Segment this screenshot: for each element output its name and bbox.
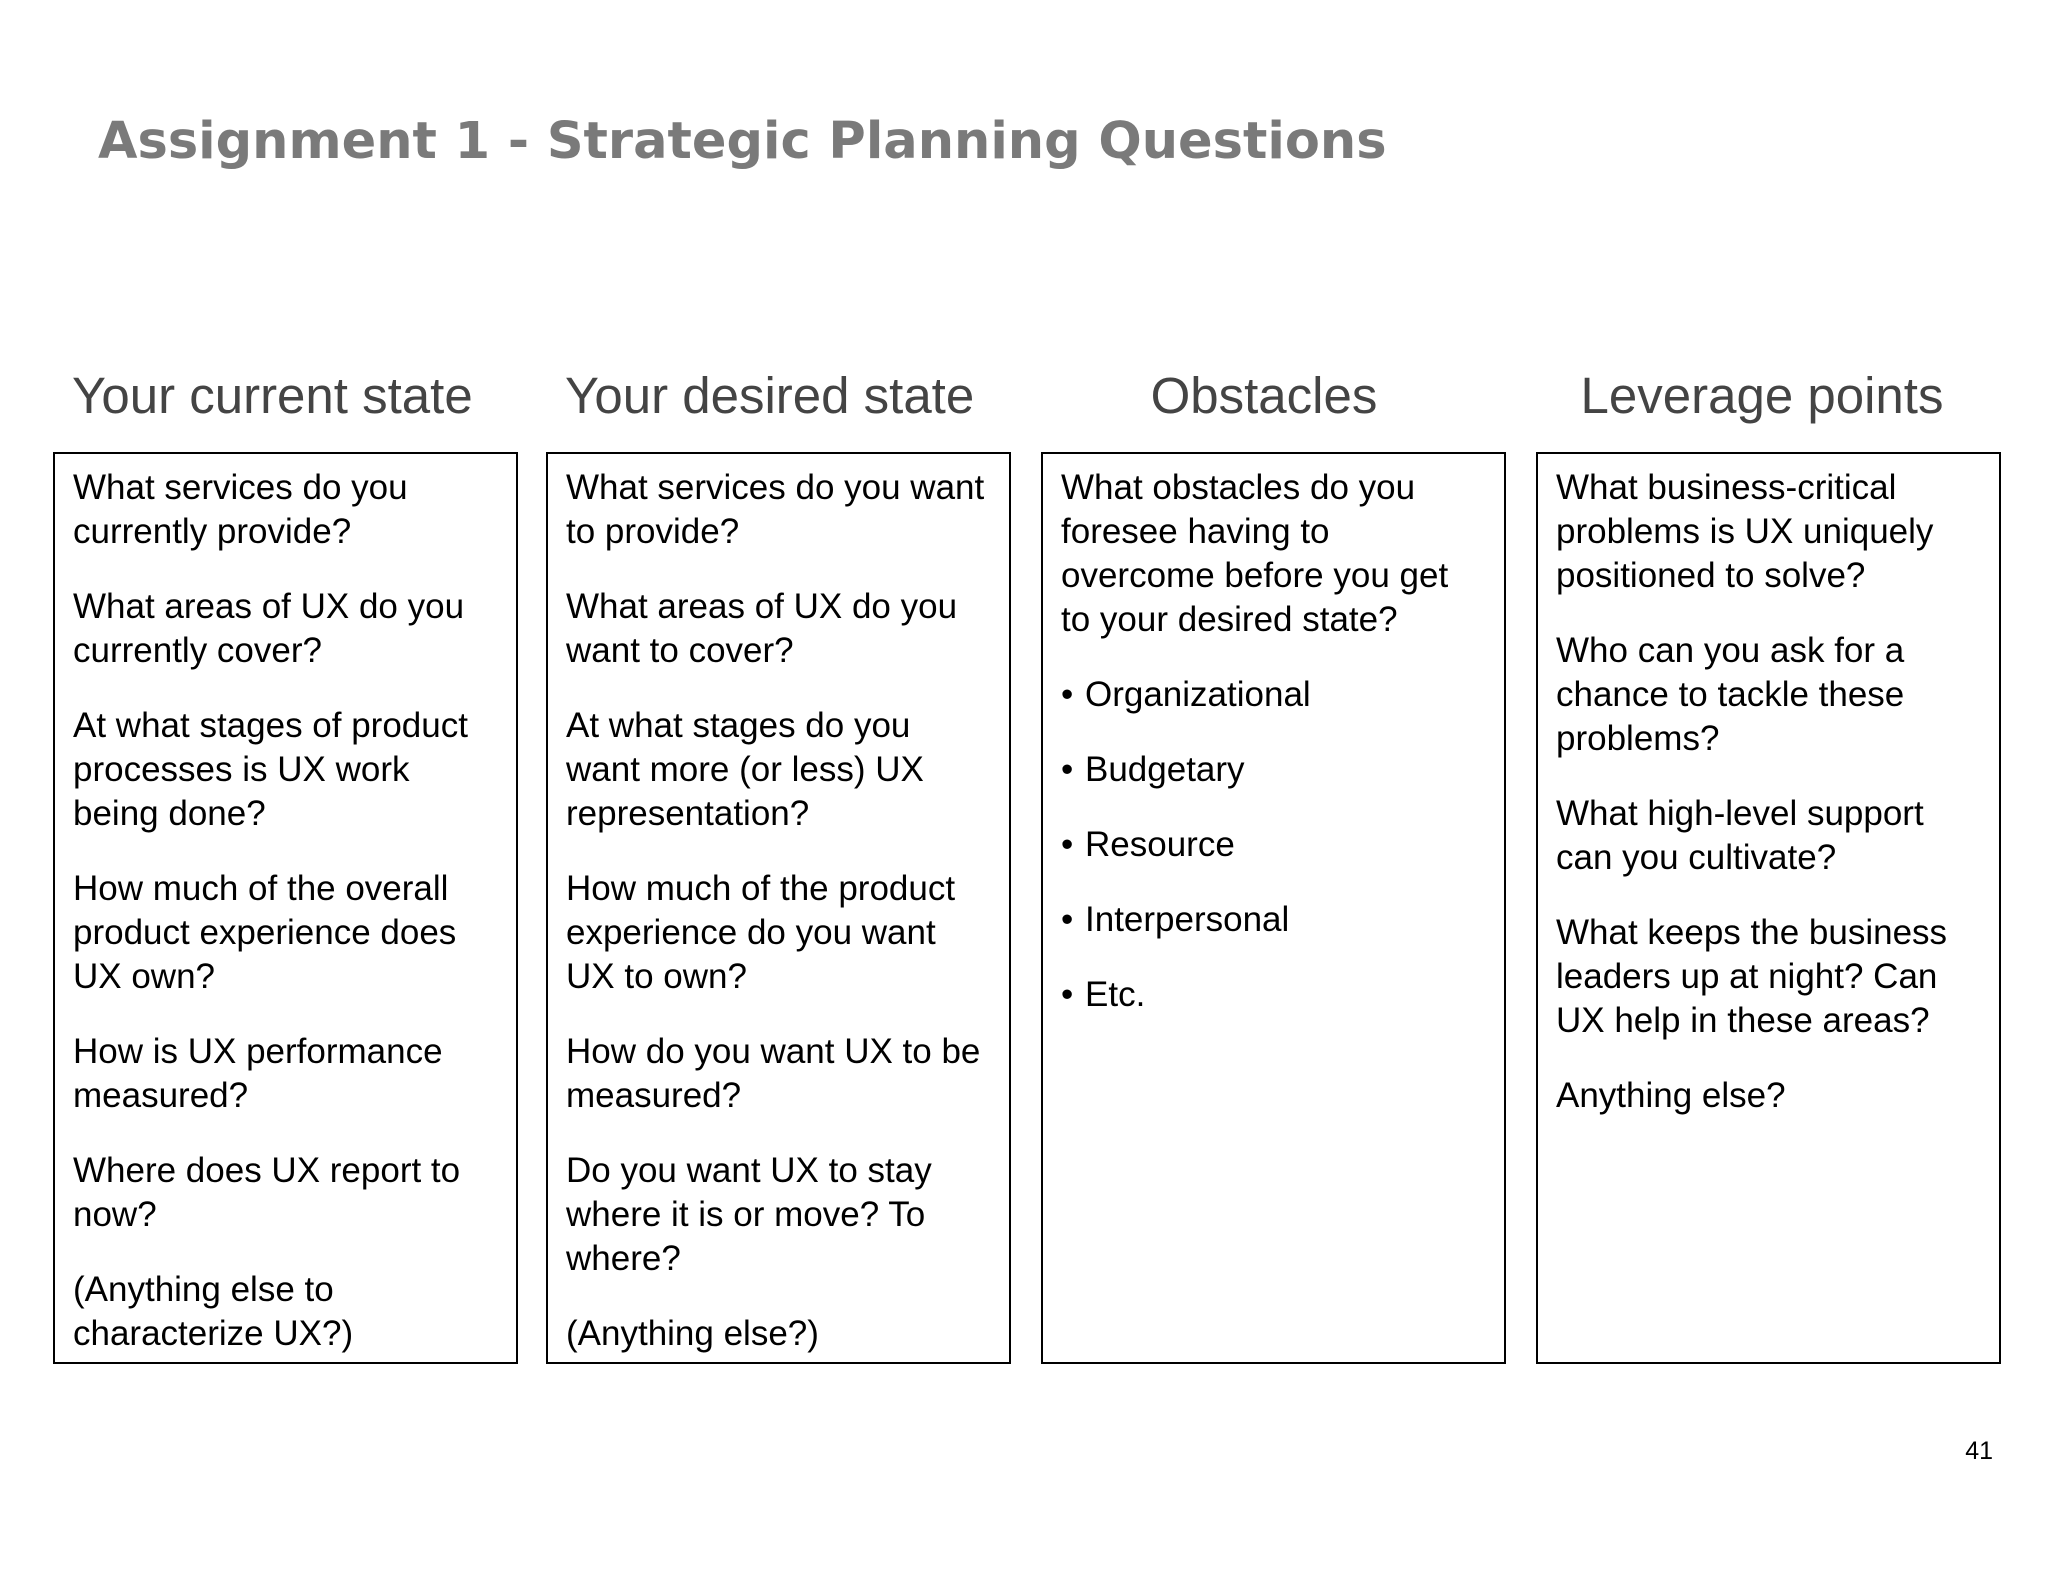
obstacles-intro: What obstacles do you foresee having to overcome before you get to your desired state?	[1061, 468, 1449, 639]
desired-state-panel	[546, 452, 1011, 1364]
question-item: What keeps the business leaders up at night? Can UX help in these areas?	[1556, 913, 1948, 1040]
list-item	[1061, 898, 1486, 942]
question-item: What services do you currently provide?	[73, 468, 408, 551]
question-item: Where does UX report to now?	[73, 1151, 461, 1234]
question-item: What areas of UX do you currently cover?	[73, 587, 465, 670]
list-item	[1061, 973, 1486, 1017]
list-item-label: Budgetary	[1085, 750, 1245, 789]
column-header-leverage-points: Leverage points	[1580, 367, 1944, 424]
question-item: How much of the product experience do you want UX to own?	[566, 869, 956, 996]
bullet-icon: •	[1061, 825, 1074, 864]
question-item: Anything else?	[1556, 1076, 1786, 1115]
bullet-icon: •	[1061, 900, 1074, 939]
question-item: At what stages of product processes is UX work being done?	[73, 706, 468, 833]
list-item	[1061, 823, 1486, 867]
column-header-obstacles: Obstacles	[1150, 367, 1378, 424]
list-item-label: Organizational	[1085, 675, 1311, 714]
obstacles-list	[1061, 673, 1486, 1017]
leverage-points-panel	[1536, 452, 2001, 1364]
bullet-icon: •	[1061, 675, 1074, 714]
question-item: Who can you ask for a chance to tackle these problems?	[1556, 631, 1905, 758]
question-item: (Anything else to characterize UX?)	[73, 1270, 354, 1353]
question-item: How much of the overall product experience does UX own?	[73, 869, 457, 996]
column-header-current-state: Your current state	[72, 367, 473, 424]
list-item-label: Interpersonal	[1085, 900, 1290, 939]
current-state-panel	[53, 452, 518, 1364]
question-item: How do you want UX to be measured?	[566, 1032, 981, 1115]
question-item: Do you want UX to stay where it is or move? To where?	[566, 1151, 932, 1278]
column-header-desired-state: Your desired state	[565, 367, 975, 424]
list-item-label: Resource	[1085, 825, 1235, 864]
question-item: How is UX performance measured?	[73, 1032, 443, 1115]
list-item	[1061, 673, 1486, 717]
question-item: What areas of UX do you want to cover?	[566, 587, 958, 670]
list-item	[1061, 748, 1486, 792]
question-item: (Anything else?)	[566, 1314, 819, 1353]
slide-title: Assignment 1 - Strategic Planning Questions	[98, 112, 1387, 171]
obstacles-panel	[1041, 452, 1506, 1364]
list-item-label: Etc.	[1085, 975, 1146, 1014]
question-item: What high-level support can you cultivate?	[1556, 794, 1924, 877]
question-item: What services do you want to provide?	[566, 468, 985, 551]
question-item: What business-critical problems is UX uniquely positioned to solve?	[1556, 468, 1934, 595]
bullet-icon: •	[1061, 750, 1074, 789]
page-number: 41	[1965, 1437, 1993, 1465]
bullet-icon: •	[1061, 975, 1074, 1014]
question-item: At what stages do you want more (or less) UX representation?	[566, 706, 924, 833]
